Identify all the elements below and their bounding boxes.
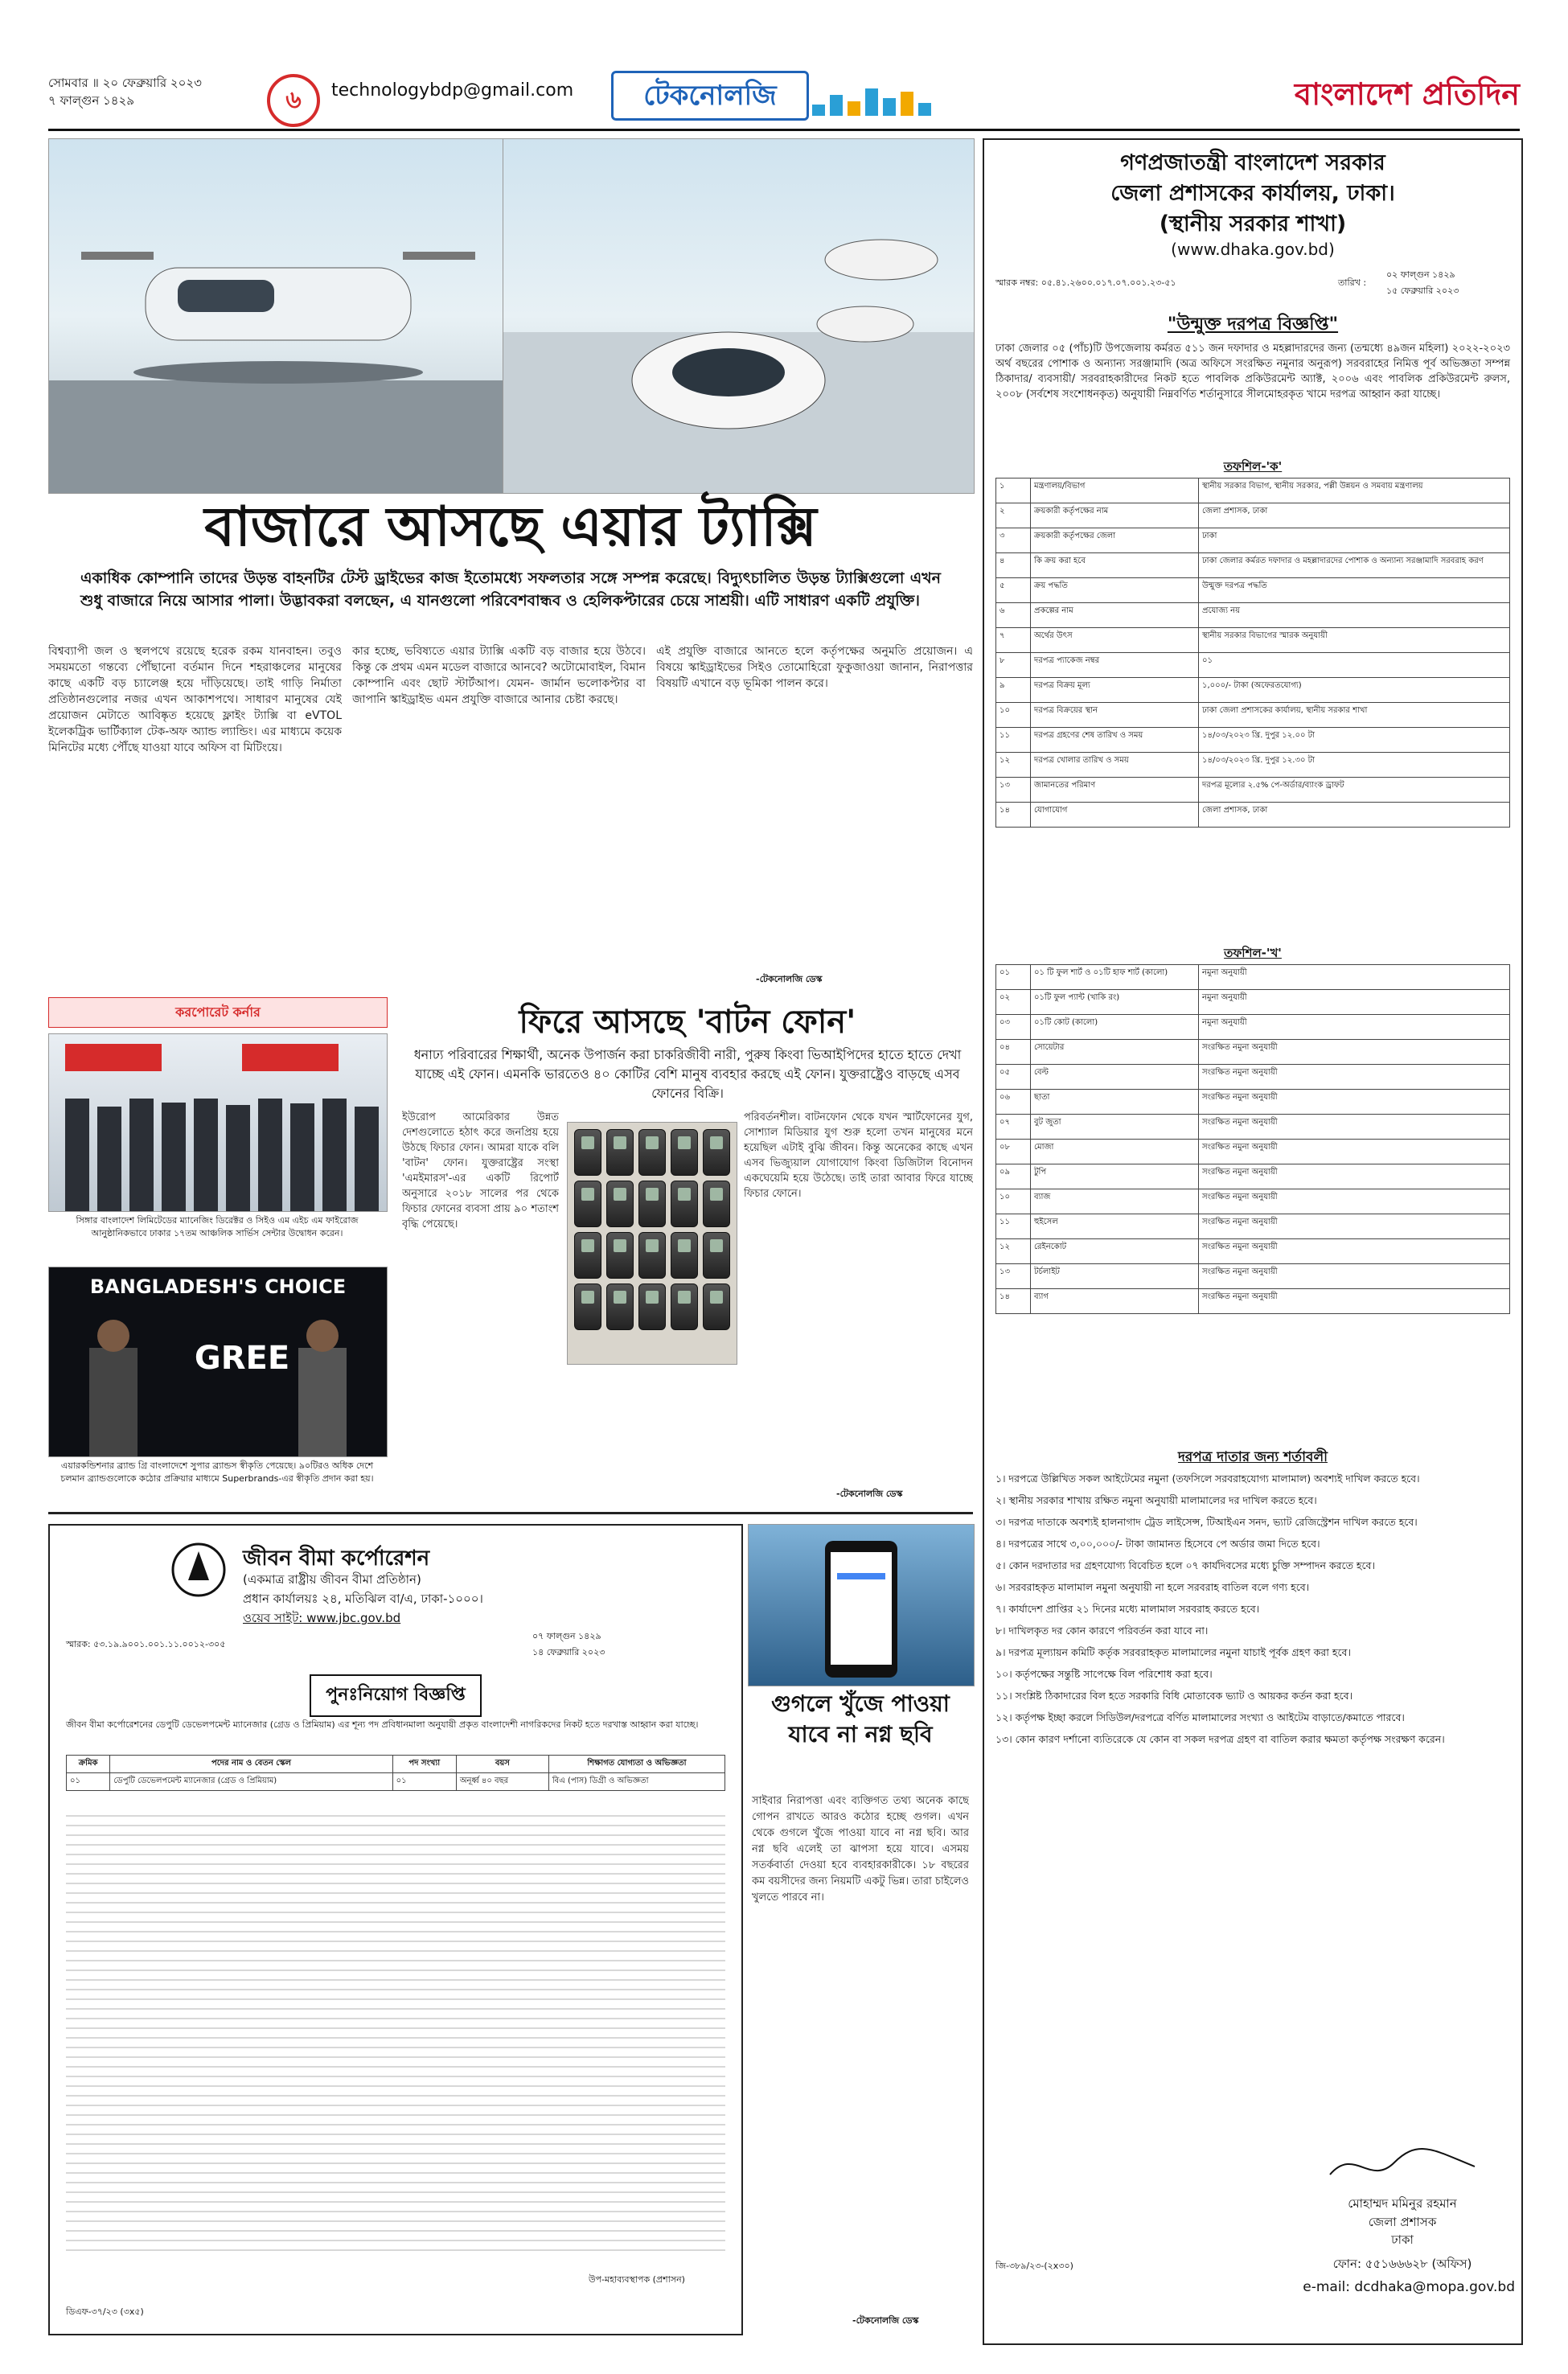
jbc-website[interactable]: ওয়েব সাইট: www.jbc.gov.bd xyxy=(243,1611,401,1625)
table1-title: তফশিল-'ক' xyxy=(1223,459,1283,474)
table-cell: ক্রয়কারী কর্তৃপক্ষের জেলা xyxy=(1031,528,1199,553)
table-cell: নমুনা অনুযায়ী xyxy=(1199,965,1510,990)
table-cell: ০১ xyxy=(996,965,1031,990)
table-cell: ক্রয়কারী কর্তৃপক্ষের নাম xyxy=(1031,503,1199,528)
phone-icon xyxy=(574,1129,601,1176)
table-cell: ৫ xyxy=(996,578,1031,603)
gree-award-photo xyxy=(48,1267,388,1457)
tender-table-ka xyxy=(995,478,1510,828)
table-cell: ১১ xyxy=(996,1214,1031,1239)
table-cell: ১৩ xyxy=(996,1264,1031,1289)
jbc-subtitle: (একমাত্র রাষ্ট্রীয় জীবন বীমা প্রতিষ্ঠান) xyxy=(243,1572,421,1587)
hand-phone-icon xyxy=(749,1525,974,1686)
jbc-td: ০১ xyxy=(67,1773,110,1791)
page-number: ৬ xyxy=(267,74,320,127)
table-cell: মন্ত্রণালয়/বিভাগ xyxy=(1031,478,1199,503)
table-cell: ছাতা xyxy=(1031,1090,1199,1115)
table-cell: ০৬ xyxy=(996,1090,1031,1115)
jbc-date-2: ১৪ ফেব্রুয়ারি ২০২৩ xyxy=(532,1647,605,1657)
table-cell: সংরক্ষিত নমুনা অনুযায়ী xyxy=(1199,1040,1510,1065)
table-row xyxy=(996,1040,1510,1065)
table-cell: ১৩ xyxy=(996,778,1031,803)
table-row xyxy=(996,678,1510,703)
main-col-3: এই প্রযুক্তি বাজারে আনতে হলে কর্তৃপক্ষের অনুমতি প্রয়োজন। এ বিষয়ে স্কাইড্রাইভের সিইও তোমোহিরো ফুকুজাওয়া জানান, নিরাপত্তার বিষয়টি এখানে বড় ভূমিকা পালন করে। xyxy=(656,645,973,690)
dhaka-date-label: তারিখ : xyxy=(1338,277,1367,288)
jbc-title-wrap xyxy=(259,1674,532,1717)
table-cell: ১ xyxy=(996,478,1031,503)
dhaka-date-2: ১৫ ফেব্রুয়ারি ২০২৩ xyxy=(1386,285,1459,296)
phone-icon xyxy=(574,1232,601,1279)
condition-item: ১১। সংশ্লিষ্ট ঠিকাদারের বিল হতে সরকারি বিধি মোতাবেক ভ্যাট ও আয়কর কর্তন করা হবে। xyxy=(995,1690,1353,1702)
table-row xyxy=(996,603,1510,628)
singer-caption: সিঙ্গার বাংলাদেশ লিমিটেডের ম্যানেজিং ডিরেক্টর ও সিইও এম এইচ এম ফাইরোজ আনুষ্ঠানিকভাবে ঢাকার ১৭তম আঞ্চলিক সার্ভিস সেন্টার উদ্বোধন করেন। xyxy=(76,1215,359,1238)
table-cell: দরপত্র গ্রহণের শেষ তারিখ ও সময় xyxy=(1031,728,1199,753)
table1-wrap xyxy=(995,478,1510,828)
phone-icon xyxy=(638,1232,666,1279)
phone-icon xyxy=(606,1181,634,1227)
jbc-th: ক্রমিক xyxy=(67,1756,110,1773)
table-cell: ৩ xyxy=(996,528,1031,553)
table-cell: ১৪ xyxy=(996,1289,1031,1314)
table-cell: সংরক্ষিত নমুনা অনুযায়ী xyxy=(1199,1239,1510,1264)
dhaka-office: জেলা প্রশাসকের কার্যালয়, ঢাকা। xyxy=(1110,181,1395,206)
dhaka-date-1: ০২ ফাল্গুন ১৪২৯ xyxy=(1386,269,1455,280)
signature-icon xyxy=(1322,2142,1483,2191)
jbc-td: ডেপুটি ডেভেলপমেন্ট ম্যানেজার (গ্রেড ও প্রিমিয়াম) xyxy=(110,1773,392,1791)
table-cell: উন্মুক্ত দরপত্র পদ্ধতি xyxy=(1199,578,1510,603)
award-banner: BANGLADESH'S CHOICE xyxy=(89,1275,347,1298)
table-cell: সংরক্ষিত নমুনা অনুযায়ী xyxy=(1199,1164,1510,1189)
table-row xyxy=(996,1015,1510,1040)
air-taxi-photo-2 xyxy=(503,138,975,494)
phone-icon xyxy=(638,1181,666,1227)
dhaka-code: জি-৩৮৯/২৩-(২x৩০) xyxy=(995,2261,1073,2271)
table-cell: জামানতের পরিমাণ xyxy=(1031,778,1199,803)
table-cell: নমুনা অনুযায়ী xyxy=(1199,990,1510,1015)
table-cell: টুপি xyxy=(1031,1164,1199,1189)
jbc-body: জীবন বীমা কর্পোরেশনের ডেপুটি ডেভেলপমেন্ট ম্যানেজার (গ্রেড ও প্রিমিয়াম) এর শূন্য পদ প্রবিধানমালা অনুযায়ী প্রকৃত বাংলাদেশী নাগরিকদের নিকট হতে দরখাস্ত আহ্বান করা যাচ্ছে। xyxy=(66,1719,699,1730)
page-header xyxy=(48,71,1520,131)
table-cell: ক্রয় পদ্ধতি xyxy=(1031,578,1199,603)
table-cell: সংরক্ষিত নমুনা অনুযায়ী xyxy=(1199,1065,1510,1090)
phone-icon xyxy=(606,1129,634,1176)
section-title: টেকনোলজি xyxy=(611,71,809,121)
signer-name: মোহাম্মদ মমিনুর রহমান xyxy=(1348,2196,1457,2211)
table2-wrap xyxy=(995,964,1510,1314)
dhaka-memo: স্মারক নম্বর: ০৫.৪১.২৬০০.০১৭.০৭.০০১.২৩-৫১ xyxy=(995,277,1176,288)
main-credit: -টেকনোলজি ডেস্ক xyxy=(756,974,823,984)
phone-icon xyxy=(671,1181,698,1227)
google-phone-photo xyxy=(748,1524,975,1686)
table-cell: ব্যাগ xyxy=(1031,1289,1199,1314)
air-taxi-2-icon xyxy=(503,139,974,493)
table-row xyxy=(996,478,1510,503)
table-row xyxy=(996,1264,1510,1289)
date-block xyxy=(48,74,265,109)
table-cell: সংরক্ষিত নমুনা অনুযায়ী xyxy=(1199,1289,1510,1314)
jbc-code: ডিএফ-৩৭/২৩ (৩x৫) xyxy=(66,2306,144,2317)
section-email[interactable]: technologybdp@gmail.com xyxy=(331,80,574,101)
condition-item: ৮। দাখিলকৃত দর কোন কারণে পরিবর্তন করা যাবে না। xyxy=(995,1624,1209,1637)
table-cell: হুইসেল xyxy=(1031,1214,1199,1239)
table-cell: ০১টি কোট (কালো) xyxy=(1031,1015,1199,1040)
newspaper-logo: বাংলাদেশ প্রতিদিন xyxy=(1294,76,1520,112)
jbc-td: বিএ (পাস) ডিগ্রী ও অভিজ্ঞতা xyxy=(548,1773,724,1791)
dhaka-email[interactable]: e-mail: dcdhaka@mopa.gov.bd xyxy=(1303,2279,1515,2295)
table-cell: সংরক্ষিত নমুনা অনুযায়ী xyxy=(1199,1090,1510,1115)
table-cell: অর্থের উৎস xyxy=(1031,628,1199,653)
phone-icon xyxy=(703,1181,730,1227)
table-cell: দরপত্র মূল্যের ২.৫% পে-অর্ডার/ব্যাংক ড্রাফট xyxy=(1199,778,1510,803)
table-cell: সংরক্ষিত নমুনা অনুযায়ী xyxy=(1199,1214,1510,1239)
table-row xyxy=(996,965,1510,990)
table-row xyxy=(996,528,1510,553)
button-phone-col-2: পরিবর্তনশীল। বাটনফোন থেকে যখন স্মার্টফোনের যুগ, সোশ্যাল মিডিয়ার যুগ শুরু হলো তখন মানুষের মনে হয়েছিল এটাই বুঝি জীবন। কিন্তু অনেকের কাছে এখন এসব ভিজ্যুয়াল যোগাযোগ কিংবা ডিজিটাল বিনোদন একঘেয়েমি হয়ে উঠেছে। তাই তারা আবার ফিরে যাচ্ছে ফিচার ফোনে। xyxy=(744,1111,973,1200)
table-cell: ০১টি ফুল প্যান্ট (খাকি রং) xyxy=(1031,990,1199,1015)
table-cell: সংরক্ষিত নমুনা অনুযায়ী xyxy=(1199,1115,1510,1140)
table-cell: ১২ xyxy=(996,753,1031,778)
main-intro: একাধিক কোম্পানি তাদের উড়ন্ত বাহনটির টেস্ট ড্রাইভের কাজ ইতোমধ্যে সফলতার সঙ্গে সম্পন্ন করেছে। বিদ্যুৎচালিত উড়ন্ত ট্যাক্সিগুলো এখন শুধু বাজারে নিয়ে আসার পালা। উদ্ভাবকরা বলছেন, এ যানগুলো পরিবেশবান্ধব ও হেলিকপ্টারের চেয়ে সাশ্রয়ী। এটি সাধারণ একটি প্রযুক্তি। xyxy=(80,569,941,610)
phone-icon xyxy=(574,1284,601,1330)
condition-item: ৪। দরপত্রের সাথে ৩,০০,০০০/- টাকা জামানত হিসেবে পে অর্ডার জমা দিতে হবে। xyxy=(995,1538,1320,1550)
table-cell: ঢাকা জেলা প্রশাসকের কার্যালয়, স্থানীয় সরকার শাখা xyxy=(1199,703,1510,728)
main-col-2: কার হচ্ছে, ভবিষ্যতে এয়ার ট্যাক্সি একটি বড় বাজার হয়ে উঠবে। কিন্তু কে প্রথম এমন মডেল বাজারে আনবে? অটোমোবাইল, বিমান কোম্পানি এবং ছোট স্টার্টআপ। যেমন- জার্মান ভলোকপ্টার বা জাপানি স্কাইড্রাইভ এমন প্রযুক্তি বাজারে আনার চেষ্টা করছে। xyxy=(352,645,646,706)
phone-icon xyxy=(606,1232,634,1279)
table-cell: ১২ xyxy=(996,1239,1031,1264)
table-cell: প্রযোজ্য নয় xyxy=(1199,603,1510,628)
table-cell: জেলা প্রশাসক, ঢাকা xyxy=(1199,503,1510,528)
table-cell: স্থানীয় সরকার বিভাগের স্মারক অনুযায়ী xyxy=(1199,628,1510,653)
conditions-title: দরপত্র দাতার জন্য শর্তাবলী xyxy=(1178,1449,1328,1465)
table-cell: রেইনকোট xyxy=(1031,1239,1199,1264)
table-row xyxy=(996,703,1510,728)
google-headline: গুগলে খুঁজে পাওয়া যাবে না নগ্ন ছবি xyxy=(771,1690,950,1748)
jbc-logo-icon xyxy=(170,1542,227,1598)
table-cell: সংরক্ষিত নমুনা অনুযায়ী xyxy=(1199,1189,1510,1214)
condition-item: ৩। দরপত্র দাতাকে অবশ্যই হালনাগাদ ট্রেড লাইসেন্স, টিআইএন সনদ, ভ্যাট রেজিস্ট্রেশন দাখিল করতে হবে। xyxy=(995,1516,1418,1528)
table-cell: ০৭ xyxy=(996,1115,1031,1140)
table-cell: ১০ xyxy=(996,1189,1031,1214)
gree-brand: GREE xyxy=(194,1340,290,1377)
table-cell: ১৪/০৩/২০২৩ খ্রি. দুপুর ১২.০০ টা xyxy=(1199,728,1510,753)
phone-icon xyxy=(703,1284,730,1330)
table-cell: ঢাকা জেলার কর্মরত দফাদার ও মহল্লাদারদের পোশাক ও অন্যান্য সরঞ্জামাদি সরবরাহ করণ xyxy=(1199,553,1510,578)
table-row xyxy=(996,1189,1510,1214)
main-col-1: বিশ্বব্যাপী জল ও স্থলপথে রয়েছে হরেক রকম যানবাহন। তবুও সময়মতো গন্তব্যে পৌঁছানো বর্তমান দিনে শহরাঞ্চলের মানুষের কাছে একটি বড় চ্যালেঞ্জ হয়ে দাঁড়িয়েছে। তাই গাড়ি নির্মাতা প্রতিষ্ঠানগুলোর নজর এখন আকাশপথে। সাধারণ মানুষের যেই প্রয়োজন মেটাতে আবিষ্কৃত হয়েছে ফ্লাইং ট্যাক্সি বা eVTOL ইলেকট্রিক ভার্টিক্যাল টেক-অফ অ্যান্ড ল্যান্ডিং। এর মাধ্যমে কয়েক মিনিটের মধ্যে পৌঁছে যাওয়া যাবে অফিস বা মিটিংয়ে। xyxy=(48,645,342,754)
google-credit: -টেকনোলজি ডেস্ক xyxy=(852,2315,919,2326)
table-row xyxy=(996,1065,1510,1090)
table-cell: ৮ xyxy=(996,653,1031,678)
date-line-2: ৭ ফাল্গুন ১৪২৯ xyxy=(48,93,134,108)
feature-phones-photo xyxy=(567,1122,737,1365)
condition-item: ১। দরপত্রে উল্লিখিত সকল আইটেমের নমুনা (তফসিলে সরবরাহযোগ্য মালামাল) অবশ্যই দাখিল করতে হবে। xyxy=(995,1472,1420,1485)
signer-title: জেলা প্রশাসক xyxy=(1368,2215,1437,2229)
jbc-conditions-text xyxy=(66,1807,725,2257)
condition-item: ৯। দরপত্র মূল্যায়ন কমিটি কর্তৃক সরবরাহকৃত মালামালের নমুনা যাচাই পূর্বক গ্রহণ করা হবে। xyxy=(995,1646,1351,1658)
table-cell: দরপত্র খোলার তারিখ ও সময় xyxy=(1031,753,1199,778)
table-cell: ১৪ xyxy=(996,803,1031,828)
table-cell: ০১ xyxy=(1199,653,1510,678)
condition-item: ৭। কার্যাদেশ প্রাপ্তির ২১ দিনের মধ্যে মালামাল সরবরাহ করতে হবে। xyxy=(995,1603,1260,1615)
condition-item: ২। স্থানীয় সরকার শাখায় রক্ষিত নমুনা অনুযায়ী মালামালের দর দাখিল করতে হবে। xyxy=(995,1494,1317,1506)
date-line-1: সোমবার ॥ ২০ ফেব্রুয়ারি ২০২৩ xyxy=(48,76,202,90)
corporate-corner-label: করপোরেট কর্নার xyxy=(48,997,388,1028)
table-cell: ঢাকা xyxy=(1199,528,1510,553)
jbc-td: অনূর্ধ্ব ৪০ বছর xyxy=(456,1773,548,1791)
conditions-list xyxy=(995,1471,1510,1753)
table-row xyxy=(996,628,1510,653)
jbc-date-1: ০৭ ফাল্গুন ১৪২৯ xyxy=(532,1631,601,1641)
table-row xyxy=(996,728,1510,753)
jbc-address: প্রধান কার্যালয়ঃ ২৪, মতিঝিল বা/এ, ঢাকা-১০০০। xyxy=(243,1592,483,1606)
table-cell: সংরক্ষিত নমুনা অনুযায়ী xyxy=(1199,1140,1510,1164)
table-cell: ০৯ xyxy=(996,1164,1031,1189)
condition-item: ৬। সরবরাহকৃত মালামাল নমুনা অনুযায়ী না হলে সরবরাহ বাতিল বলে গণ্য হবে। xyxy=(995,1581,1310,1593)
air-taxi-1-icon xyxy=(49,139,503,493)
table-row xyxy=(996,1214,1510,1239)
table-cell: ০৩ xyxy=(996,1015,1031,1040)
table-row xyxy=(996,990,1510,1015)
gree-caption: এয়ারকন্ডিশনার ব্র্যান্ড গ্রি বাংলাদেশে সুপার ব্র্যান্ডস স্বীকৃতি পেয়েছে। ৯০টিরও অধিক দেশে চলমান ব্র্যান্ডগুলোকে কঠোর প্রক্রিয়ার মাধ্যমে Superbrands-এর স্বীকৃতি প্রদান করা হয়। xyxy=(60,1460,374,1484)
table-cell: বুট জুতা xyxy=(1031,1115,1199,1140)
people-icon xyxy=(81,1316,355,1456)
table-row xyxy=(996,1239,1510,1264)
jbc-title: পুনঃনিয়োগ বিজ্ঞপ্তি xyxy=(310,1674,481,1717)
table-cell: দরপত্র বিক্রয়ের স্থান xyxy=(1031,703,1199,728)
button-phone-col-1: ইউরোপ আমেরিকার উন্নত দেশগুলোতে হঠাৎ করে জনপ্রিয় হয়ে উঠছে ফিচার ফোন। আমরা যাকে বলি 'বাটন' ফোন। যুক্তরাষ্ট্রের সংস্থা 'এমইমারস'-এর একটি রিপোর্ট অনুসারে ২০১৮ সালের পর থেকে ফিচার ফোনের ব্যবসা প্রায় ৯০ শতাংশ বৃদ্ধি পেয়েছে। xyxy=(402,1111,559,1230)
air-taxi-photo-1 xyxy=(48,138,504,494)
table-cell: ২ xyxy=(996,503,1031,528)
table-cell: দরপত্র প্যাকেজ নম্বর xyxy=(1031,653,1199,678)
table-cell: ০৮ xyxy=(996,1140,1031,1164)
table-row xyxy=(996,503,1510,528)
feature-phones-grid xyxy=(568,1123,737,1337)
phone-icon xyxy=(703,1129,730,1176)
dhaka-gov: গণপ্রজাতন্ত্রী বাংলাদেশ সরকার xyxy=(1120,150,1385,175)
condition-item: ১০। কর্তৃপক্ষের সন্তুষ্টি সাপেক্ষে বিল পরিশোধ করা হবে। xyxy=(995,1668,1213,1680)
signer-place: ঢাকা xyxy=(1391,2232,1414,2247)
table-cell: ব্যাজ xyxy=(1031,1189,1199,1214)
table-cell: স্থানীয় সরকার বিভাগ, স্থানীয় সরকার, পল্লী উন্নয়ন ও সমবায় মন্ত্রণালয় xyxy=(1199,478,1510,503)
jbc-th: পদ সংখ্যা xyxy=(392,1756,456,1773)
table-cell: সোয়েটার xyxy=(1031,1040,1199,1065)
table-row xyxy=(996,653,1510,678)
table-row xyxy=(996,578,1510,603)
button-phone-credit: -টেকনোলজি ডেস্ক xyxy=(836,1489,903,1499)
condition-item: ৫। কোন দরদাতার দর গ্রহণযোগ্য বিবেচিত হলে ০৭ কার্যদিবসের মধ্যে চুক্তি সম্পাদন করতে হবে। xyxy=(995,1559,1375,1571)
google-body: সাইবার নিরাপত্তা এবং ব্যক্তিগত তথ্য অনেক কাছে গোপন রাখতে আরও কঠোর হচ্ছে গুগল। এখন থেকে গুগলে খুঁজে পাওয়া যাবে না নগ্ন ছবি। আর নগ্ন ছবি এলেই তা ঝাপসা হয়ে যাবে। এসময় সতর্কবার্তা দেওয়া হবে ব্যবহারকারীকে। ১৮ বছরের কম বয়সীদের জন্য নিয়মটি একটু ভিন্ন। তারা চাইলেও খুলতে পারবে না। xyxy=(752,1795,969,1904)
dhaka-website[interactable]: (www.dhaka.gov.bd) xyxy=(1171,240,1335,259)
divider xyxy=(48,1512,973,1514)
table-cell: দরপত্র বিক্রয় মূল্য xyxy=(1031,678,1199,703)
phone-icon xyxy=(671,1129,698,1176)
decorative-bars-icon xyxy=(812,84,957,116)
dhaka-intro: ঢাকা জেলার ০৫ (পাঁচ)টি উপজেলায় কর্মরত ৫১১ জন দফাদার ও মহল্লাদারদের জন্য (তন্মধ্যে ৪৯জন মহিলা) ২০২২-২০২৩ অর্থ বছরের পোশাক ও অন্যান্য সরঞ্জামাদি (অত্র অফিসে সংরক্ষিত নমুনার অনুরূপ) সরবরাহের নিমিত্ত পূর্ব অভিজ্ঞতা সম্পন্ন ঠিকাদার/ ব্যবসায়ী/ সরবরাহকারীদের নিকট হতে পাবলিক প্রকিউরমেন্ট অ্যাক্ট, ২০০৬ এবং পাবলিক প্রকিউরমেন্ট রুলস, ২০০৮ (সর্বশেষ সংশোধনকৃত) অনুযায়ী নিম্নবর্ণিত শর্তানুসারে সীলমোহরকৃত খামে দরপত্র আহ্বান করা যাচ্ছে। xyxy=(995,343,1510,400)
jbc-th: বয়স xyxy=(456,1756,548,1773)
table-cell: জেলা প্রশাসক, ঢাকা xyxy=(1199,803,1510,828)
table-row xyxy=(996,753,1510,778)
jbc-memo: স্মারক: ৫৩.১৯.৯০০১.০০১.১১.০০১২-৩০৫ xyxy=(66,1639,226,1649)
table-cell: টর্চলাইট xyxy=(1031,1264,1199,1289)
phone-icon xyxy=(574,1181,601,1227)
phone-icon xyxy=(671,1232,698,1279)
table2-title: তফশিল-'খ' xyxy=(1224,946,1282,960)
singer-photo xyxy=(48,1033,388,1212)
table-cell: ১৪/০৩/২০২৩ খ্রি. দুপুর ১২.৩০ টা xyxy=(1199,753,1510,778)
table-row xyxy=(996,553,1510,578)
jbc-th: শিক্ষাগত যোগ্যতা ও অভিজ্ঞতা xyxy=(548,1756,724,1773)
main-headline: বাজারে আসছে এয়ার ট্যাক্সি xyxy=(204,495,817,559)
people-group-icon xyxy=(49,1034,387,1211)
dhaka-phone: ফোন: ৫৫১৬৬৬২৮ (অফিস) xyxy=(1332,2257,1472,2271)
jbc-signer: উপ-মহাব্যবস্থাপক (প্রশাসন) xyxy=(589,2274,685,2285)
jbc-td: ০১ xyxy=(392,1773,456,1791)
table-cell: ৯ xyxy=(996,678,1031,703)
table-cell: কি ক্রয় করা হবে xyxy=(1031,553,1199,578)
jbc-th: পদের নাম ও বেতন স্কেল xyxy=(110,1756,392,1773)
table-row xyxy=(996,1289,1510,1314)
table-cell: ০৪ xyxy=(996,1040,1031,1065)
dhaka-title: "উন্মুক্ত দরপত্র বিজ্ঞপ্তি" xyxy=(1167,314,1339,335)
dhaka-tender-notice xyxy=(983,138,1523,2345)
table-cell: যোগাযোগ xyxy=(1031,803,1199,828)
table-cell: নমুনা অনুযায়ী xyxy=(1199,1015,1510,1040)
condition-item: ১৩। কোন কারণ দর্শানো ব্যতিরেকে যে কোন বা সকল দরপত্র গ্রহণ বা বাতিল করার ক্ষমতা কর্তৃপক্ষ সংরক্ষণ করেন। xyxy=(995,1733,1445,1745)
phone-icon xyxy=(638,1284,666,1330)
table-cell: ৪ xyxy=(996,553,1031,578)
table-cell: ১০ xyxy=(996,703,1031,728)
table-cell: ১১ xyxy=(996,728,1031,753)
condition-item: ১২। কর্তৃপক্ষ ইচ্ছা করলে সিডিউল/দরপত্রে বর্ণিত মালামালের সংখ্যা ও আইটেম বাড়াতে/কমাতে পারবে। xyxy=(995,1711,1405,1723)
table-row xyxy=(996,803,1510,828)
table-cell: প্রকল্পের নাম xyxy=(1031,603,1199,628)
tender-table-kha xyxy=(995,964,1510,1314)
table-row xyxy=(996,1140,1510,1164)
table-cell: ০২ xyxy=(996,990,1031,1015)
jbc-table xyxy=(66,1755,725,1791)
table-cell: ৭ xyxy=(996,628,1031,653)
table-cell: ০৫ xyxy=(996,1065,1031,1090)
jbc-notice xyxy=(48,1524,743,2335)
table-cell: ৬ xyxy=(996,603,1031,628)
phone-icon xyxy=(606,1284,634,1330)
table-cell: ০১ টি ফুল শার্ট ও ০১টি হাফ শার্ট (কালো) xyxy=(1031,965,1199,990)
button-phone-intro: ধনাঢ্য পরিবারের শিক্ষার্থী, অনেক উপার্জন করা চাকরিজীবী নারী, পুরুষ কিংবা ভিআইপিদের হাতে হাতে দেখা যাচ্ছে এই ফোন। এমনকি ভারতেও ৪০ কোটির বেশি মানুষ ব্যবহার করছে এই ফোন। যুক্তরাষ্ট্রেও বাড়ছে এসব ফোনের বিক্রি। xyxy=(413,1047,962,1101)
table-row xyxy=(996,1115,1510,1140)
phone-icon xyxy=(671,1284,698,1330)
button-phone-headline: ফিরে আসছে 'বাটন ফোন' xyxy=(519,1003,856,1041)
jbc-table-wrap xyxy=(66,1755,725,1791)
table-cell: ১,০০০/- টাকা (অফেরতযোগ্য) xyxy=(1199,678,1510,703)
table-row xyxy=(996,1090,1510,1115)
table-row xyxy=(996,778,1510,803)
phone-icon xyxy=(638,1129,666,1176)
jbc-org-name: জীবন বীমা কর্পোরেশন xyxy=(243,1546,430,1571)
phone-icon xyxy=(703,1232,730,1279)
table-cell: মোজা xyxy=(1031,1140,1199,1164)
dhaka-branch: (স্থানীয় সরকার শাখা) xyxy=(1159,212,1347,236)
table-cell: সংরক্ষিত নমুনা অনুযায়ী xyxy=(1199,1264,1510,1289)
table-cell: বেল্ট xyxy=(1031,1065,1199,1090)
table-row xyxy=(996,1164,1510,1189)
